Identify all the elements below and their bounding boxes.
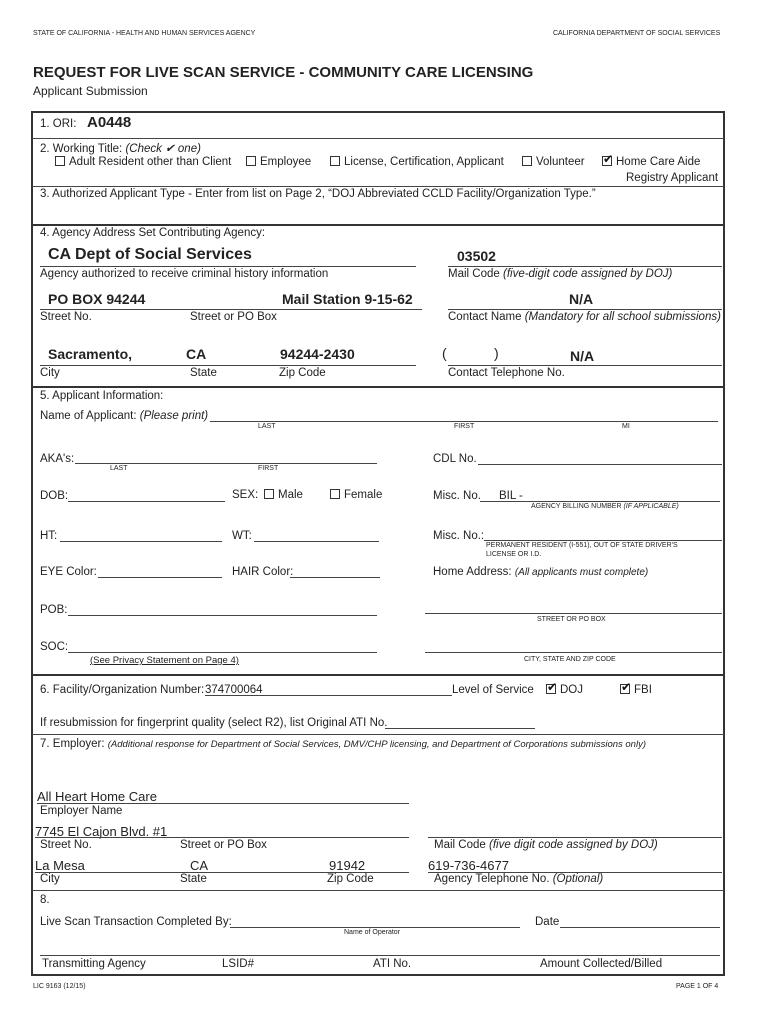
- date-line[interactable]: [560, 927, 720, 928]
- soc-label: SOC:: [40, 641, 69, 653]
- operator-caption: Name of Operator: [344, 929, 401, 936]
- name-mi-caption: MI: [622, 423, 630, 430]
- eye-color-label: EYE Color:: [40, 566, 97, 578]
- agency-telephone-caption: [434, 873, 603, 885]
- employer-city-caption: City: [40, 873, 60, 885]
- ati-no-caption: ATI No.: [373, 958, 412, 970]
- pob-label: POB:: [40, 604, 68, 616]
- home-city-line[interactable]: [425, 652, 722, 653]
- option-label: Volunteer: [536, 156, 585, 168]
- divider: [32, 224, 724, 226]
- ori-label: 1. ORI:: [40, 118, 77, 130]
- option-label: License, Certification, Applicant: [344, 156, 504, 168]
- caption-text: Home Address:: [433, 566, 512, 578]
- agency-name-value[interactable]: CA Dept of Social Services: [48, 246, 252, 263]
- agency-telephone-value[interactable]: 619-736-4677: [428, 858, 509, 873]
- transmitting-agency-caption: Transmitting Agency: [42, 958, 146, 970]
- contact-name-line: [448, 309, 722, 310]
- option-home-care-aide[interactable]: [602, 156, 700, 168]
- option-adult-resident[interactable]: [55, 156, 231, 168]
- bil-prefix: BIL -: [499, 490, 523, 502]
- employer-state-value[interactable]: CA: [190, 858, 209, 873]
- level-of-service-label: Level of Service: [452, 684, 534, 696]
- caption-hint: (five digit code assigned by DOJ): [488, 839, 658, 851]
- form-number: LIC 9163 (12/15): [33, 983, 86, 990]
- pob-line[interactable]: [68, 615, 377, 616]
- aka-first-caption: FIRST: [258, 465, 279, 472]
- agency-city-value[interactable]: Sacramento,: [48, 346, 133, 362]
- divider: [32, 138, 724, 139]
- cdl-line[interactable]: [478, 464, 722, 465]
- agency-state-caption: State: [190, 367, 217, 379]
- agency-street-line: [40, 309, 422, 310]
- name-last-caption: LAST: [258, 423, 276, 430]
- agency-zip-caption: Zip Code: [279, 367, 326, 379]
- date-label: Date: [535, 916, 560, 928]
- billing-caption: [531, 503, 679, 510]
- caption-text: Agency Telephone No.: [434, 873, 550, 885]
- weight-line[interactable]: [254, 541, 379, 542]
- sex-female-option[interactable]: [330, 489, 382, 501]
- checkbox-home-care-aide[interactable]: [602, 156, 612, 166]
- divider: [32, 890, 724, 891]
- option-label: DOJ: [560, 684, 583, 696]
- agency-address-label: 4. Agency Address Set Contributing Agency:: [40, 227, 266, 239]
- employer-label: [40, 738, 646, 750]
- sex-male-option[interactable]: [264, 489, 303, 501]
- applicant-type-label: 3. Authorized Applicant Type - Enter from list on Page 2, “DOJ Abbreviated CCLD Facility/Organization Type.”: [40, 188, 596, 200]
- aka-last-caption: LAST: [110, 465, 128, 472]
- option-employee[interactable]: [246, 156, 311, 168]
- level-doj-option[interactable]: [546, 684, 583, 696]
- misc-no2-label: Misc. No.:: [433, 530, 485, 542]
- divider: [32, 674, 724, 676]
- original-ati-line[interactable]: [385, 728, 535, 729]
- contact-name-value[interactable]: N/A: [569, 291, 594, 307]
- employer-mail-code-caption: [434, 839, 658, 851]
- employer-city-value[interactable]: La Mesa: [35, 858, 85, 873]
- operator-line[interactable]: [230, 927, 520, 928]
- agency-street-caption: Street No.: [40, 311, 92, 323]
- checkbox-license[interactable]: [330, 156, 340, 166]
- option-label: Male: [278, 489, 303, 501]
- dob-line[interactable]: [68, 501, 225, 502]
- phone-paren-close: ): [494, 345, 499, 361]
- home-address-label: [433, 566, 648, 578]
- weight-label: WT:: [232, 530, 252, 542]
- agency-name-line: [40, 266, 416, 267]
- working-title-hint: (Check ✔ one): [125, 143, 201, 155]
- mail-code-line: [448, 266, 722, 267]
- option-license[interactable]: [330, 156, 504, 168]
- caption-hint: (Please print): [139, 410, 209, 422]
- employer-po-caption: Street or PO Box: [180, 839, 267, 851]
- home-street-line[interactable]: [425, 613, 722, 614]
- permanent-resident-caption: PERMANENT RESIDENT (I-551), OUT OF STATE DRIVER'S: [486, 542, 678, 549]
- employer-name-line: [37, 803, 409, 804]
- caption-text: Mail Code: [448, 268, 500, 280]
- caption-text: 7. Employer:: [40, 738, 105, 750]
- soc-line[interactable]: [68, 652, 377, 653]
- aka-label: AKA's:: [40, 453, 75, 465]
- option-label: Home Care Aide: [616, 156, 701, 168]
- facility-number-value[interactable]: 374700064: [205, 684, 263, 696]
- page-number: PAGE 1 OF 4: [676, 983, 719, 990]
- option-label: Female: [344, 489, 383, 501]
- applicant-name-line[interactable]: [210, 421, 718, 422]
- contact-phone-line: [448, 365, 722, 366]
- checkbox-male[interactable]: [264, 489, 274, 499]
- agency-state-value[interactable]: CA: [186, 346, 207, 362]
- height-line[interactable]: [60, 541, 222, 542]
- option-volunteer[interactable]: [522, 156, 585, 168]
- level-fbi-option[interactable]: [620, 684, 652, 696]
- employer-zip-caption: Zip Code: [327, 873, 374, 885]
- caption-text: Name of Applicant:: [40, 410, 137, 422]
- agency-po-box-value[interactable]: Mail Station 9-15-62: [282, 291, 413, 307]
- phone-paren-open: (: [442, 345, 447, 361]
- working-title-label: [40, 141, 201, 155]
- option-label: Adult Resident other than Client: [69, 156, 232, 168]
- agency-po-caption: Street or PO Box: [190, 311, 277, 323]
- cdl-label: CDL No.: [433, 453, 477, 465]
- employer-name-value[interactable]: All Heart Home Care: [37, 789, 157, 804]
- sex-label: SEX:: [232, 489, 259, 501]
- mail-code-caption: [448, 268, 672, 280]
- agency-name-caption: Agency authorized to receive criminal history information: [40, 268, 329, 280]
- caption-hint: (All applicants must complete): [514, 567, 649, 578]
- mail-code-value[interactable]: 03502: [457, 248, 496, 264]
- caption-hint: (Additional response for Department of Social Services, DMV/CHP licensing, and Department of Corporations submissions only): [107, 739, 646, 750]
- city-state-zip-caption: CITY, STATE AND ZIP CODE: [524, 656, 616, 663]
- facility-number-line: [205, 695, 452, 696]
- checkbox-volunteer[interactable]: [522, 156, 532, 166]
- caption-hint: (IF APPLICABLE): [623, 503, 679, 510]
- agency-zip-value[interactable]: 94244-2430: [280, 346, 355, 362]
- checkbox-doj[interactable]: [546, 684, 556, 694]
- agency-street-value[interactable]: PO BOX 94244: [48, 291, 146, 307]
- ori-value[interactable]: A0448: [87, 114, 132, 131]
- height-label: HT:: [40, 530, 58, 542]
- resubmission-label: If resubmission for fingerprint quality (select R2), list Original ATI No.: [40, 717, 388, 729]
- street-po-caption: STREET OR PO BOX: [537, 616, 606, 623]
- dob-label: DOB:: [40, 490, 69, 502]
- hair-color-label: HAIR Color:: [232, 566, 294, 578]
- caption-text: AGENCY BILLING NUMBER: [531, 503, 622, 510]
- applicant-info-label: 5. Applicant Information:: [40, 390, 164, 402]
- divider: [32, 386, 724, 388]
- employer-name-caption: Employer Name: [40, 805, 123, 817]
- form-subtitle: Applicant Submission: [33, 84, 148, 98]
- option-label: FBI: [634, 684, 652, 696]
- name-first-caption: FIRST: [454, 423, 475, 430]
- working-title-text: 2. Working Title:: [40, 143, 123, 155]
- misc-no-line[interactable]: [480, 501, 720, 502]
- caption-hint: (Optional): [552, 873, 604, 885]
- lsid-caption: LSID#: [222, 958, 254, 970]
- employer-state-caption: State: [180, 873, 207, 885]
- completed-by-label: Live Scan Transaction Completed By:: [40, 916, 232, 928]
- checkbox-adult-resident[interactable]: [55, 156, 65, 166]
- section-8-label: 8.: [40, 894, 50, 906]
- employer-zip-value[interactable]: 91942: [329, 858, 366, 873]
- employer-street-caption: Street No.: [40, 839, 92, 851]
- divider: [32, 734, 724, 735]
- aka-line[interactable]: [75, 463, 377, 464]
- form-title: REQUEST FOR LIVE SCAN SERVICE - COMMUNITY CARE LICENSING: [33, 64, 534, 81]
- checkbox-employee[interactable]: [246, 156, 256, 166]
- misc-no-label: Misc. No.: [433, 490, 481, 502]
- agency-city-caption: City: [40, 367, 60, 379]
- employer-street-value[interactable]: 7745 El Cajon Blvd. #1: [35, 824, 168, 839]
- header-department: CALIFORNIA DEPARTMENT OF SOCIAL SERVICES: [553, 30, 721, 37]
- contact-phone-caption: Contact Telephone No.: [448, 367, 565, 379]
- contact-name-caption: [448, 311, 721, 323]
- facility-number-label: 6. Facility/Organization Number:: [40, 684, 205, 696]
- amount-collected-caption: Amount Collected/Billed: [540, 958, 663, 970]
- privacy-statement-link[interactable]: (See Privacy Statement on Page 4): [90, 655, 239, 666]
- misc-no2-line[interactable]: [484, 540, 722, 541]
- divider: [32, 186, 724, 187]
- caption-hint: (Mandatory for all school submissions): [524, 311, 721, 323]
- option-home-care-aide-line2: Registry Applicant: [626, 172, 719, 184]
- applicant-name-label: [40, 410, 208, 422]
- caption-text: Mail Code: [434, 839, 486, 851]
- caption-text: Contact Name: [448, 311, 522, 323]
- checkbox-female[interactable]: [330, 489, 340, 499]
- eye-color-line[interactable]: [98, 577, 222, 578]
- option-label: Employee: [260, 156, 312, 168]
- contact-phone-value[interactable]: N/A: [570, 348, 595, 364]
- license-id-caption: LICENSE OR I.D.: [486, 551, 542, 558]
- caption-hint: (five-digit code assigned by DOJ): [502, 268, 673, 280]
- header-agency: STATE OF CALIFORNIA - HEALTH AND HUMAN SERVICES AGENCY: [33, 30, 256, 37]
- employer-street-line: [35, 837, 409, 838]
- employer-mail-code-line[interactable]: [428, 837, 722, 838]
- transmitting-line: [40, 955, 720, 956]
- agency-city-line: [40, 365, 416, 366]
- checkbox-fbi[interactable]: [620, 684, 630, 694]
- hair-color-line[interactable]: [290, 577, 380, 578]
